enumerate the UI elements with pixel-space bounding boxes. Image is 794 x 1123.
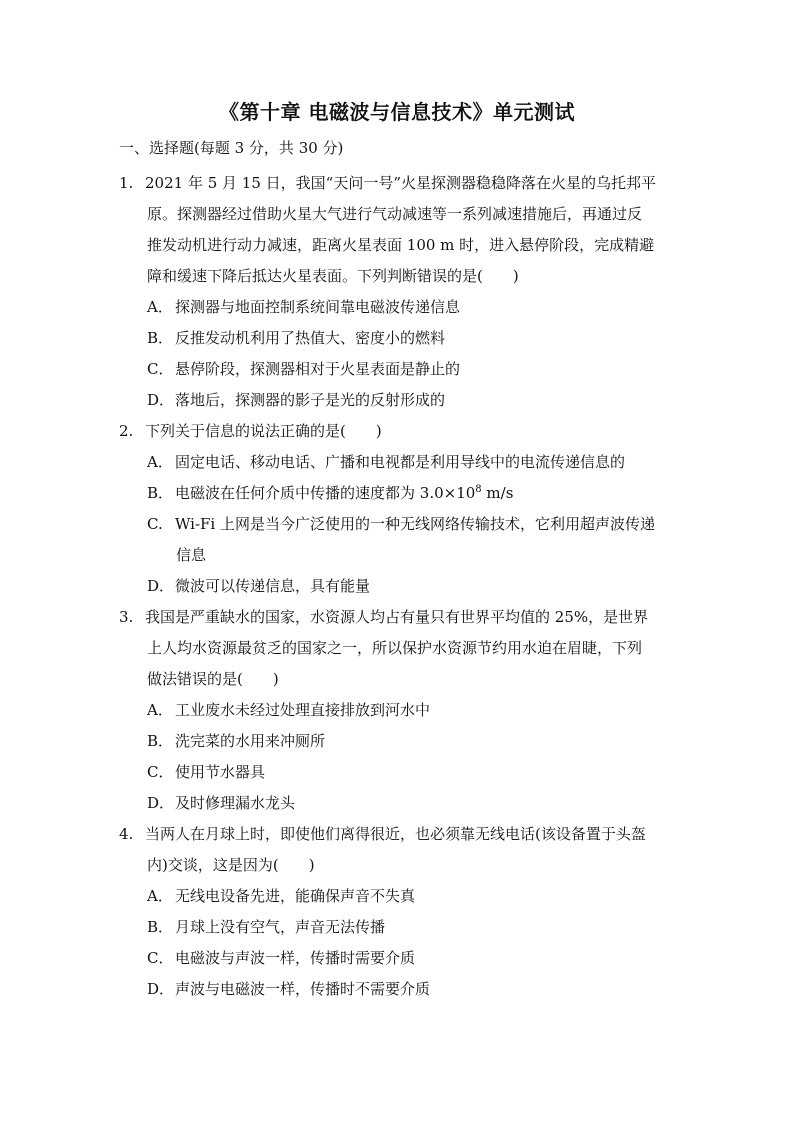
question-1-option-d <box>147 385 677 416</box>
option-text: 电磁波在任何介质中传播的速度都为 3.0×10 <box>175 484 476 502</box>
option-letter: C． <box>147 360 174 378</box>
question-3-text: 我国是严重缺水的国家，水资源人均占有量只有世界平均值的 25%，是世界 <box>145 608 649 626</box>
option-text: 落地后，探测器的影子是光的反射形成的 <box>175 391 446 409</box>
option-letter: A． <box>147 887 173 905</box>
option-superscript: 8 <box>475 484 482 495</box>
question-1-line-3: 推发动机进行动力减速，距离火星表面 100 m 时，进入悬停阶段，完成精避 <box>147 236 655 254</box>
question-4-option-d <box>147 974 677 1005</box>
option-letter: B． <box>147 329 174 347</box>
option-letter: A． <box>147 298 173 316</box>
question-3-line-1 <box>119 602 679 633</box>
option-letter: B． <box>147 484 174 502</box>
option-text: 固定电话、移动电话、广播和电视都是利用导线中的电流传递信息的 <box>175 453 626 471</box>
option-letter: D． <box>147 980 175 998</box>
question-3-option-b <box>147 726 677 757</box>
option-text: 洗完菜的水用来冲厕所 <box>175 732 326 750</box>
question-1-line-1 <box>119 168 679 199</box>
question-1-text: 2021 年 5 月 15 日，我国“天问一号”火星探测器稳稳降落在火星的乌托邦平 <box>145 174 656 192</box>
option-text: 声波与电磁波一样，传播时不需要介质 <box>175 980 431 998</box>
question-2-option-c-continuation: 信息 <box>176 546 207 564</box>
option-text: 电磁波与声波一样，传播时需要介质 <box>175 949 416 967</box>
question-3-option-c <box>147 757 677 788</box>
question-4-option-b <box>147 912 677 943</box>
section-heading: 一、选择题(每题 3 分，共 30 分) <box>119 139 344 157</box>
option-letter: D． <box>147 577 175 595</box>
option-letter: C． <box>147 763 174 781</box>
question-4-line-1 <box>119 819 679 850</box>
question-1-option-c <box>147 354 677 385</box>
question-3-option-d <box>147 788 677 819</box>
option-text: 无线电设备先进，能确保声音不失真 <box>175 887 416 905</box>
question-2-text: 下列关于信息的说法正确的是( ) <box>145 422 382 440</box>
option-letter: B． <box>147 732 174 750</box>
question-3-line-2: 上人均水资源最贫乏的国家之一，所以保护水资源节约用水迫在眉睫，下列 <box>147 639 643 657</box>
option-text: Wi-Fi 上网是当今广泛使用的一种无线网络传输技术，它利用超声波传递 <box>175 515 655 533</box>
option-letter: C． <box>147 949 174 967</box>
question-2-option-c <box>147 509 677 540</box>
question-1-line-4: 障和缓速下降后抵达火星表面。下列判断错误的是( ) <box>147 267 519 285</box>
question-2-number: 2. <box>119 422 134 440</box>
option-letter: A． <box>147 453 173 471</box>
question-4-option-a <box>147 881 677 912</box>
option-text: 微波可以传递信息，具有能量 <box>175 577 371 595</box>
option-letter: A． <box>147 701 173 719</box>
question-4-number: 4. <box>119 825 134 843</box>
option-text: 反推发动机利用了热值大、密度小的燃料 <box>175 329 446 347</box>
question-3-option-a <box>147 695 677 726</box>
question-3-line-3: 做法错误的是( ) <box>147 670 279 688</box>
option-text: 使用节水器具 <box>175 763 266 781</box>
question-4-line-2: 内)交谈，这是因为( ) <box>147 856 315 874</box>
option-letter: D． <box>147 391 175 409</box>
page-title: 《第十章 电磁波与信息技术》单元测试 <box>219 100 575 124</box>
question-1-option-b <box>147 323 677 354</box>
question-3-number: 3. <box>119 608 134 626</box>
question-1-option-a <box>147 292 677 323</box>
question-2-option-b <box>147 478 677 509</box>
option-letter: C. <box>147 515 163 533</box>
option-letter: B． <box>147 918 174 936</box>
question-1-line-2: 原。探测器经过借助火星大气进行气动减速等一系列减速措施后，再通过反 <box>147 205 643 223</box>
option-text: 悬停阶段，探测器相对于火星表面是静止的 <box>175 360 461 378</box>
question-4-option-c <box>147 943 677 974</box>
option-text: 月球上没有空气，声音无法传播 <box>175 918 386 936</box>
question-4-text: 当两人在月球上时，即使他们离得很近，也必须靠无线电话(该设备置于头盔 <box>145 825 646 843</box>
question-2-option-a <box>147 447 677 478</box>
option-letter: D． <box>147 794 175 812</box>
option-text: 及时修理漏水龙头 <box>175 794 296 812</box>
question-1-number: 1. <box>119 174 134 192</box>
question-2-line-1 <box>119 416 679 447</box>
question-2-option-d <box>147 571 677 602</box>
option-unit: m/s <box>481 484 514 502</box>
option-text: 探测器与地面控制系统间靠电磁波传递信息 <box>175 298 461 316</box>
option-text: 工业废水未经过处理直接排放到河水中 <box>175 701 431 719</box>
